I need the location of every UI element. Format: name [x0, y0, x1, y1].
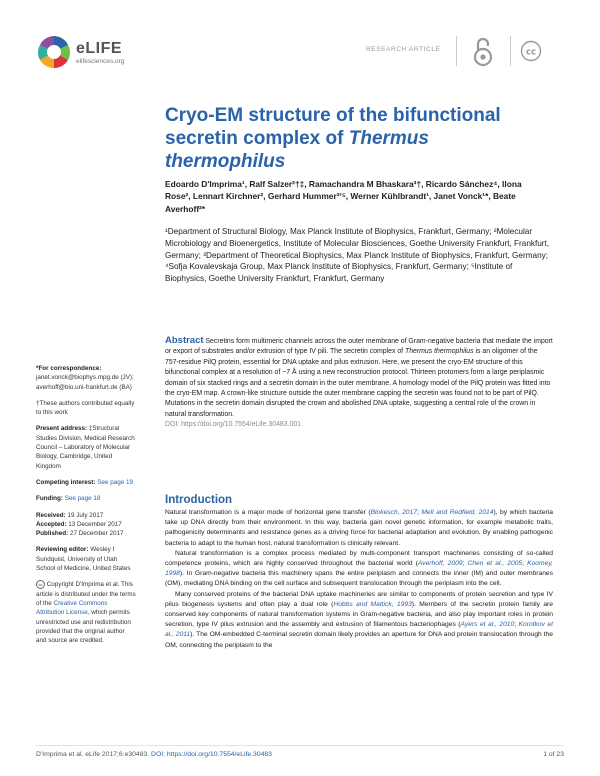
accepted-label: Accepted:: [36, 520, 67, 528]
dates-block: [36, 511, 136, 539]
abstract-organism: Thermus thermophilus: [405, 348, 474, 356]
paragraph-text: ;: [416, 509, 422, 516]
title-main: Cryo-EM structure of the bifunctional secretin complex of: [165, 105, 501, 149]
paragraph-text: ). Members of the secretin protein family are conserved key components of natural transformation systems in Gram-negative bacteria, and also play important roles in protein secretion, type IV pilus extrusion and the assembly and extrusion of filamentous bacteriophages (: [165, 600, 554, 629]
citation-link[interactable]: Ayers et al., 2010: [460, 621, 515, 629]
header-divider: [456, 36, 457, 66]
intro-paragraph: [165, 508, 553, 549]
copyright-text: which permits unrestricted use and redistribution provided that the original author and source are credited.: [36, 609, 131, 645]
elife-logo[interactable]: [36, 34, 136, 74]
paragraph-text: ). In Gram-negative bacteria this machinery spans the entire periplasm and connects the inner (IM) and outer membranes (OM), mediating DNA binding on the cell surface and subsequent translocation through the periplasm into the cell.: [165, 570, 553, 588]
intro-paragraph: [165, 590, 553, 651]
copyright-cc-icon: cc: [36, 580, 45, 589]
citation-link[interactable]: Blokesch, 2017: [370, 509, 417, 516]
reviewing-editor-block: [36, 545, 136, 573]
present-address-text: ‡Structural Studies Division, Medical Research Council – Laboratory of Molecular Biology, Cambridge, United Kingdom: [36, 425, 135, 470]
footer-citation: [36, 751, 272, 758]
funding-block: [36, 494, 136, 503]
abstract-text: is an oligomer of the 757-residue PilQ protein, essential for DNA uptake and pilus extrusion. Here, we present the cryo-EM structure of this bifunctional complex at a resolution of ~7 Å using a new reconstruction protocol. Thirteen protomers form a large periplasmic domain of six stacked rings and a secretin domain in the outer membrane. A homology model of the PilQ protein was fitted into the cryo-EM map. A crown-like structure outside the outer membrane capping the secretin was found not to be part of PilQ. Mutations in the secretin domain disrupted the crown and abolished DNA uptake, suggesting a central role of the crown in natural transformation.: [165, 348, 551, 418]
paragraph-text: Natural transformation is a complex process mediated by multi-component transport machineries consisting of so-called competence proteins, which are highly conserved throughout the bacterial world (: [165, 549, 553, 568]
paragraph-text: Natural transformation is a major mode of horizontal gene transfer (: [165, 509, 371, 516]
citation-link[interactable]: Koomey, 1998: [165, 560, 554, 578]
affiliation: ⁵Institute of Biophysics, Goethe University Frankfurt, Frankfurt, Germany: [165, 262, 513, 284]
citation-link[interactable]: Averhoff, 2009: [417, 560, 463, 568]
introduction-body: [165, 508, 553, 651]
article-title: [165, 104, 545, 173]
intro-paragraph: [165, 549, 553, 590]
affiliation: ³Department of Theoretical Biophysics, Max Planck Institute of Biophysics, Frankfurt, Germany;: [203, 250, 549, 260]
paragraph-text: ), by which bacteria take up DNA directly from their environment. In this way, bacteria gain novel genetic information, for example metabolic traits, pathogenicity determinants and resistance genes as a driving force for bacterial adaptation and evolution. By enabling pathogenic bacteria to adapt to the human host, natural transformation is clinically relevant.: [165, 509, 553, 547]
paragraph-text: ;: [514, 621, 519, 629]
title-organism: Thermus thermophilus: [165, 128, 429, 172]
funding-link[interactable]: See page 18: [64, 495, 101, 503]
funding-label: Funding:: [36, 495, 63, 503]
creative-commons-icon[interactable]: [520, 40, 542, 62]
author-list: Edoardo D'Imprima¹, Ralf Salzer²†‡, Ramachandra M Bhaskara³†, Ricardo Sánchez⁴, Ilona Rose², Lennart Kirchner², Gerhard Hummer³ʼ⁵, Werner Kühlbrandt¹, Janet Vonck¹*, Beate Averhoff²*: [165, 179, 522, 214]
paragraph-text: ;: [522, 560, 528, 568]
citation-link[interactable]: Korotkov et al., 2011: [165, 621, 553, 639]
footer-doi-link[interactable]: DOI: https://doi.org/10.7554/eLife.30483: [151, 751, 272, 758]
footer-citation-text: D'Imprima et al. eLife 2017;6:e30483.: [36, 751, 152, 758]
reviewing-editor-text: Wesley I Sundquist, University of Utah School of Medicine, United States: [36, 546, 131, 573]
citation-link[interactable]: Chen et al., 2005: [467, 560, 523, 568]
abstract-text: Secretins form multimeric channels across the outer membrane of Gram-negative bacteria that mediate the import or export of substrates and/or extrusion of type IV pili. The secretin complex of: [165, 338, 553, 356]
abstract-doi[interactable]: DOI: https://doi.org/10.7554/eLife.30483.001: [165, 421, 301, 429]
logo-url[interactable]: elifesciences.org: [76, 58, 125, 65]
published-label: Published:: [36, 530, 69, 538]
affiliation: ²Molecular Microbiology and Bioenergetics, Institute of Molecular Biosciences, Goethe University Frankfurt, Frankfurt, Germany;: [165, 227, 550, 260]
correspondence-emails[interactable]: janet.vonck@biophys.mpg.de (JV); averhoff@bio.uni-frankfurt.de (BA): [36, 374, 134, 391]
copyright-block: [36, 580, 136, 645]
elife-logo-icon: [36, 34, 72, 70]
introduction-heading: Introduction: [165, 494, 233, 506]
footer-rule: [36, 745, 564, 746]
citation-link[interactable]: Mell and Redfield, 2014: [421, 509, 494, 516]
citation-link[interactable]: Hobbs and Mattick, 1993: [333, 600, 412, 608]
affiliation: ⁴Sofja Kovalevskaja Group, Max Planck Institute of Biophysics, Frankfurt, Germany;: [165, 262, 472, 272]
abstract: [165, 336, 553, 431]
open-access-icon[interactable]: [470, 36, 496, 68]
competing-interest-link[interactable]: See page 19: [97, 478, 133, 486]
competing-interest-block: [36, 478, 136, 487]
present-address-block: [36, 424, 136, 470]
affiliations: [165, 226, 550, 285]
received-label: Received:: [36, 511, 66, 519]
paragraph-text: Many conserved proteins of the bacterial DNA uptake machineries are similar to components of protein secretion and type IV pilus biogenesis systems and often play a dual role (: [165, 590, 553, 608]
license-link[interactable]: Creative Commons Attribution License,: [36, 600, 108, 617]
equal-contribution-note: †These authors contributed equally to this work: [36, 399, 135, 417]
paragraph-text: ;: [462, 560, 468, 568]
page-number: 1 of 23: [543, 751, 564, 758]
reviewing-editor-label: Reviewing editor:: [36, 546, 89, 554]
accepted-date: 13 December 2017: [66, 520, 122, 528]
header-divider: [510, 36, 511, 66]
received-date: 19 July 2017: [65, 511, 104, 519]
svg-text:cc: cc: [525, 47, 537, 58]
correspondence-label: *For correspondence:: [36, 365, 102, 372]
sidebar: [36, 364, 136, 653]
paragraph-text: ). The OM-embedded C-terminal secretin domain likely provides an aperture for DNA and protein translocation through the OM, connecting the periplasm to the: [165, 631, 553, 649]
abstract-heading: Abstract: [165, 335, 204, 346]
published-date: 27 December 2017: [68, 530, 124, 538]
correspondence-block: [36, 364, 136, 392]
copyright-text: Copyright D'Imprima et al. This article is distributed under the terms of the: [36, 581, 136, 608]
present-address-label: Present address:: [36, 425, 88, 433]
affiliation: ¹Department of Structural Biology, Max Planck Institute of Biophysics, Frankfurt, Germany;: [165, 227, 494, 236]
article-type-label: RESEARCH ARTICLE: [366, 46, 441, 53]
logo-wordmark: eLIFE: [76, 40, 123, 57]
competing-interest-label: Competing interest:: [36, 478, 96, 486]
